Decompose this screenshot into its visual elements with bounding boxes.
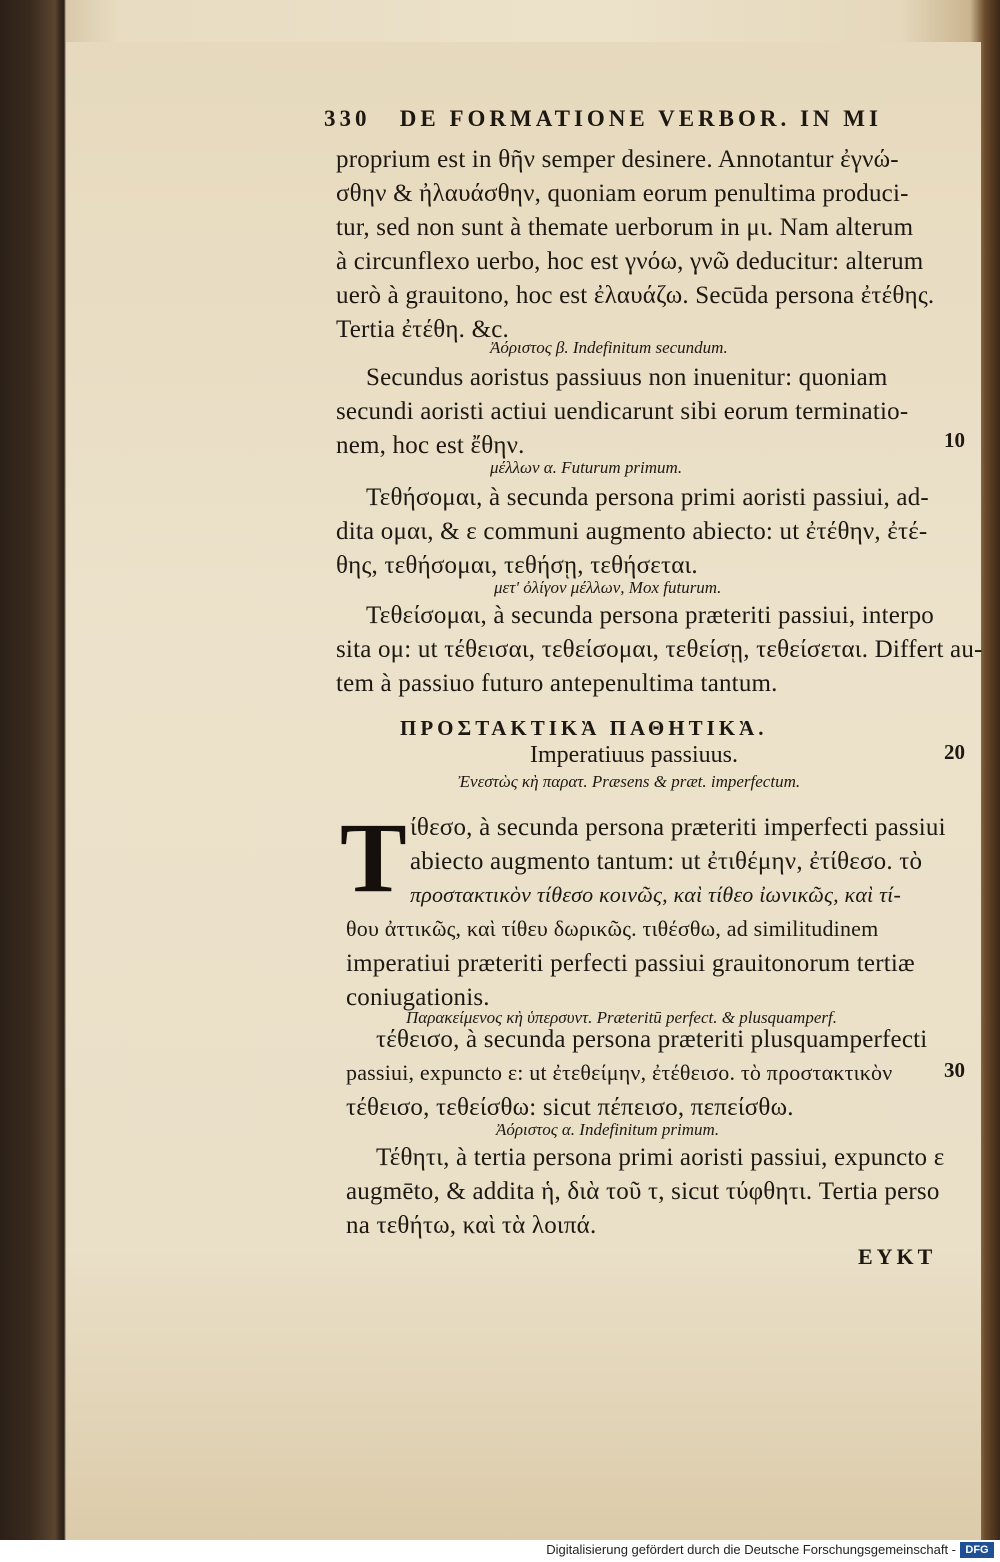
subheading: Ἀόριστος α. Indefinitum primum. (496, 1120, 720, 1139)
text-line: Τεθήσομαι, à secunda persona primi aoristi passiui, ad- (366, 484, 929, 511)
text-line: sita ομ: ut τέθεισαι, τεθείσομαι, τεθείσῃ, τεθείσεται. Differt au- (336, 636, 983, 663)
text-line: σθην & ἠλαυάσθην, quoniam eorum penultima produci- (336, 180, 909, 207)
text-line: coniugationis. (346, 984, 490, 1011)
text-line: tem à passiuo futuro antepenultima tantum. (336, 670, 778, 697)
text-line: na τεθήτω, καὶ τὰ λοιπά. (346, 1212, 597, 1239)
text-line: προστακτικὸν τίθεσο κοινῶς, καὶ τίθεο ἰωνικῶς, καὶ τί- (410, 882, 901, 907)
text-line: τέθεισο, τεθείσθω: sicut πέπεισο, πεπείσθω. (346, 1094, 794, 1121)
text-line: proprium est in θῆν semper desinere. Annotantur ἐγνώ- (336, 146, 899, 173)
footer-bar (0, 1540, 1000, 1562)
text-line: τέθεισο, à secunda persona præteriti plusquamperfecti (376, 1026, 928, 1053)
text-line: Tertia ἐτέθη. &c. (336, 316, 509, 343)
margin-line-number: 30 (944, 1058, 965, 1082)
subheading: Ἀόριστος β. Indefinitum secundum. (490, 338, 728, 357)
margin-line-number: 10 (944, 428, 965, 452)
text-line: augmēto, & addita ἡ, διὰ τοῦ τ, sicut τύφθητι. Tertia perso (346, 1178, 940, 1205)
section-subtitle: Imperatiuus passiuus. (530, 742, 738, 768)
running-title: DE FORMATIONE VERBOR. IN MI (399, 106, 882, 131)
subheading: Παρακείμενος κὴ ὑπερσυντ. Præteritū perfect. & plusquamperf. (406, 1008, 837, 1027)
text-line: Secundus aoristus passiuus non inuenitur: quoniam (366, 364, 888, 391)
drop-cap: T (340, 802, 407, 913)
text-line: imperatiui præteriti perfecti passiui grauitonorum tertiæ (346, 950, 915, 977)
text-line: passiui, expuncto ε: ut ἐτεθείμην, ἐτέθεισο. τὸ προστακτικὸν (346, 1060, 893, 1085)
dfg-logo[interactable]: DFG (960, 1542, 994, 1558)
text-line: Τεθείσομαι, à secunda persona præteriti passiui, interpo (366, 602, 934, 629)
running-header (324, 106, 882, 132)
text-line: abiecto augmento tantum: ut ἐτιθέμην, ἐτίθεσο. τὸ (410, 848, 923, 875)
subheading: μέλλων α. Futurum primum. (490, 458, 683, 477)
catchword: ΕΥΚΤ (858, 1244, 937, 1269)
section-title: ΠΡΟΣΤΑΚΤΙΚᾺ ΠΑΘΗΤΙΚᾺ. (400, 716, 768, 740)
text-line: θου ἀττικῶς, καὶ τίθευ δωρικῶς. τιθέσθω, ad similitudinem (346, 916, 879, 941)
text-line: nem, hoc est ἔθην. (336, 432, 525, 459)
margin-line-number: 20 (944, 740, 965, 764)
text-line: dita ομαι, & ε communi augmento abiecto: ut ἐτέθην, ἐτέ- (336, 518, 928, 545)
text-line: secundi aoristi actiui uendicarunt sibi eorum terminatio- (336, 398, 909, 425)
text-line: ίθεσο, à secunda persona præteriti imperfecti passiui (410, 814, 946, 841)
text-line: à circunflexo uerbo, hoc est γνόω, γνῶ deducitur: alterum (336, 248, 924, 275)
footer-text: Digitalisierung gefördert durch die Deutsche Forschungsgemeinschaft - (546, 1542, 956, 1557)
text-line: θης, τεθήσομαι, τεθήσῃ, τεθήσεται. (336, 552, 698, 579)
section-tense: Ἐνεστὼς κὴ παρατ. Præsens & præt. imperfectum. (458, 772, 801, 791)
text-line: uerò à grauitono, hoc est ἐλαυάζω. Secūda persona ἐτέθης. (336, 282, 935, 309)
text-line: tur, sed non sunt à themate uerborum in μι. Nam alterum (336, 214, 914, 241)
page-number: 330 (324, 106, 371, 131)
text-line: Τέθητι, à tertia persona primi aoristi passiui, expuncto ε (376, 1144, 945, 1171)
subheading: μετ' ὀλίγον μέλλων, Mox futurum. (494, 578, 722, 597)
